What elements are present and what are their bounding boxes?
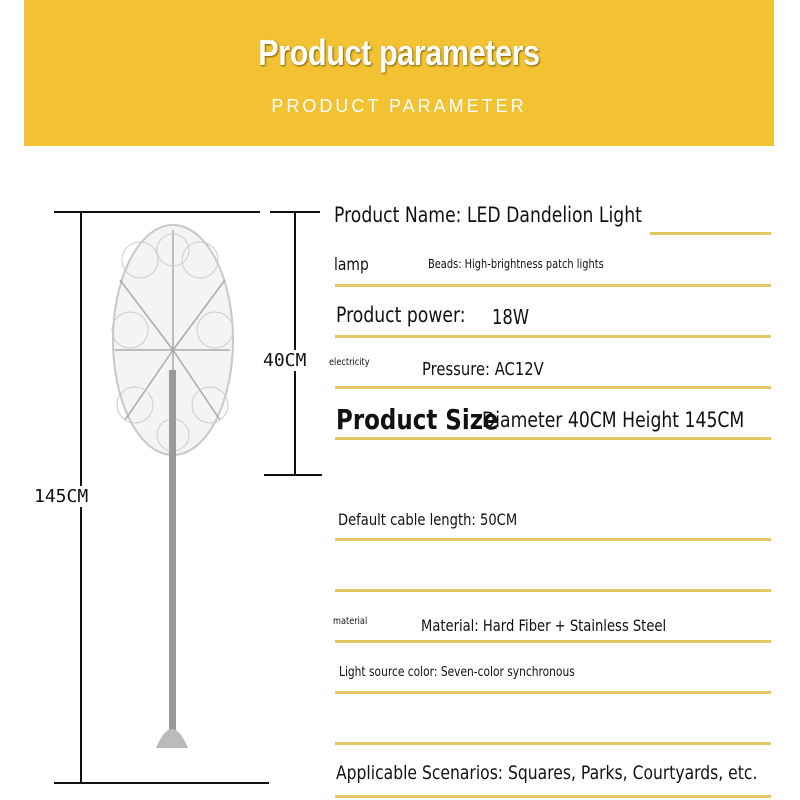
divider: [335, 795, 771, 798]
electricity-label: electricity: [329, 357, 370, 368]
divider: [335, 742, 771, 745]
divider: [335, 640, 771, 643]
divider: [335, 335, 771, 338]
diameter-label: 40CM: [263, 350, 307, 371]
lamp-base: [156, 729, 188, 748]
diameter-tick-bottom: [264, 474, 322, 476]
power-value: 18W: [492, 305, 530, 329]
cable-length: Default cable length: 50CM: [338, 510, 518, 529]
height-label: 145CM: [34, 486, 89, 507]
dandelion-lamp-image: [100, 220, 260, 755]
divider: [335, 386, 771, 389]
lamp-pole: [169, 370, 176, 740]
lamp-label: lamp: [334, 255, 369, 275]
dimension-tick-bottom: [54, 782, 269, 784]
divider: [335, 538, 771, 541]
size-label: Product Size: [336, 403, 499, 436]
divider: [335, 284, 771, 287]
applicable-scenarios: Applicable Scenarios: Squares, Parks, Courtyards, etc.: [336, 762, 758, 784]
size-value: Diameter 40CM Height 145CM: [482, 408, 745, 432]
divider: [650, 232, 771, 235]
pressure-value: Pressure: AC12V: [422, 359, 544, 380]
page-subtitle: PRODUCT PARAMETER: [271, 96, 527, 116]
header-banner: [24, 0, 774, 146]
page-title: Product parameters: [258, 32, 540, 73]
divider: [335, 691, 771, 694]
material-value: Material: Hard Fiber + Stainless Steel: [421, 616, 667, 635]
product-name: Product Name: LED Dandelion Light: [334, 203, 642, 227]
divider: [335, 589, 771, 592]
beads-value: Beads: High-brightness patch lights: [428, 257, 604, 271]
light-color: Light source color: Seven-color synchronous: [339, 665, 575, 680]
material-label: material: [333, 616, 368, 627]
power-label: Product power:: [336, 303, 466, 327]
divider: [335, 437, 771, 440]
diameter-dimension-line: [294, 211, 296, 475]
dimension-tick-top: [54, 211, 260, 213]
